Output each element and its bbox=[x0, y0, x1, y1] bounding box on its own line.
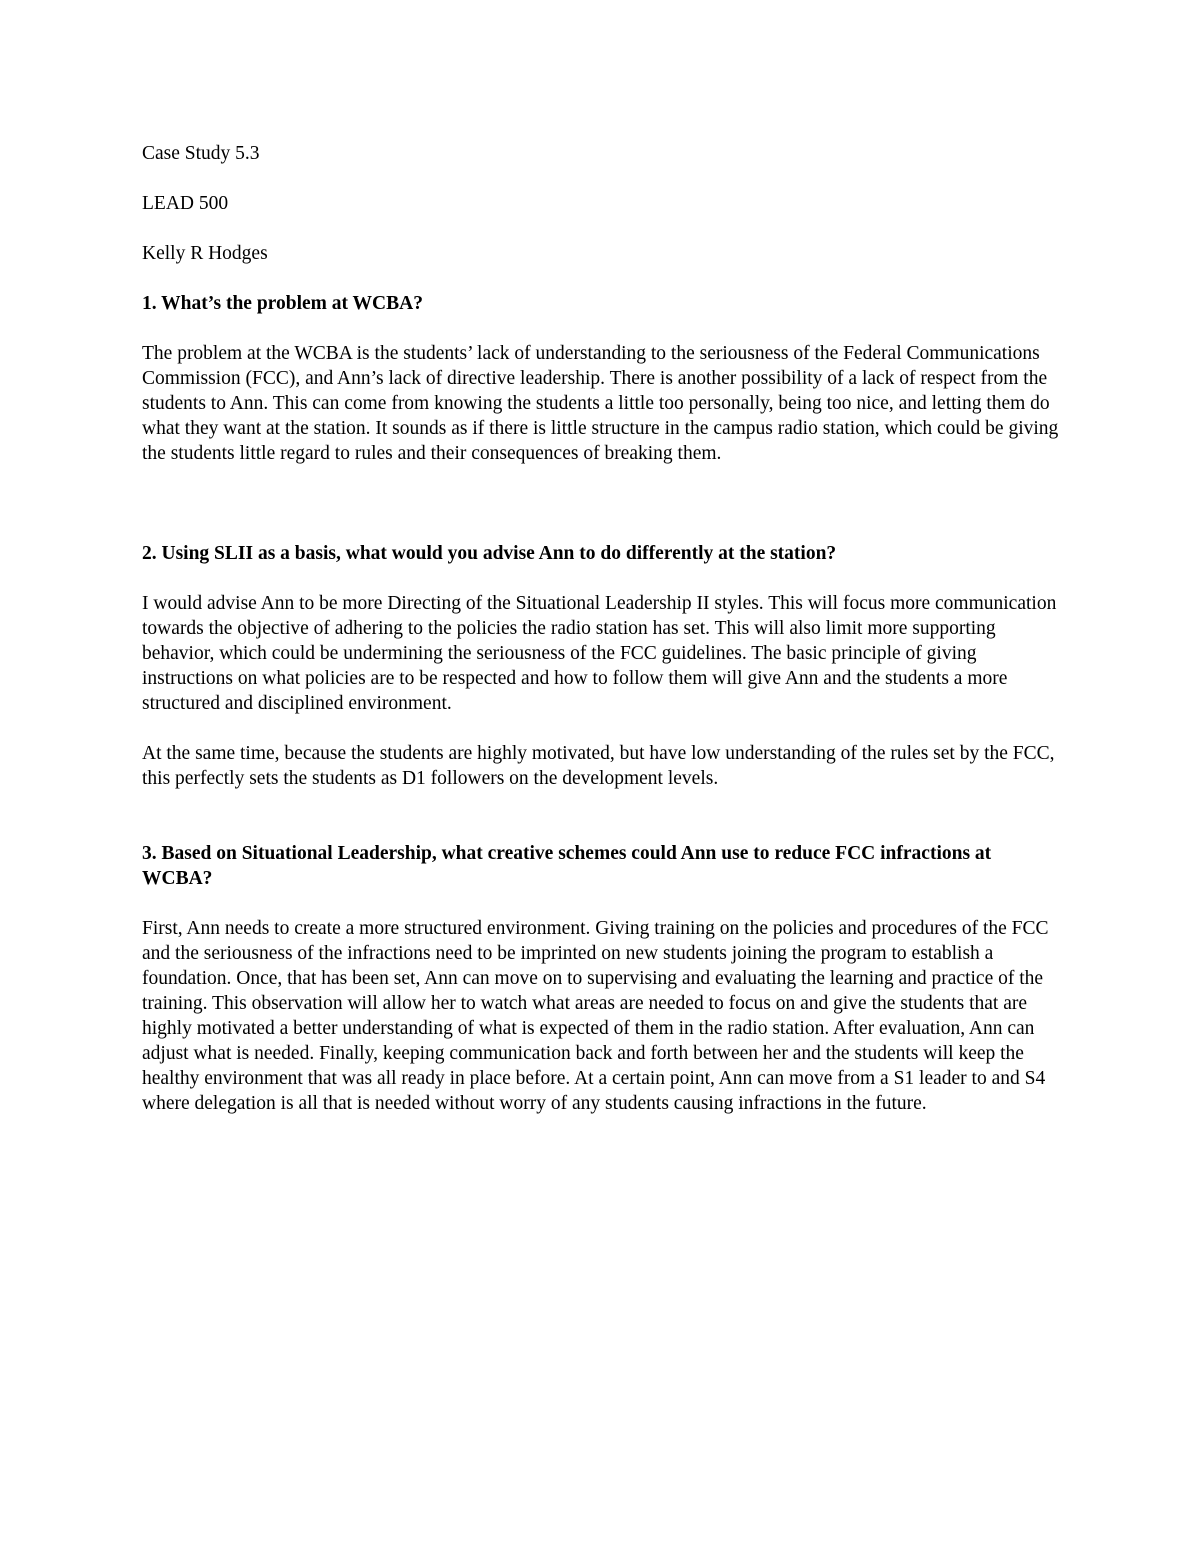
author-name: Kelly R Hodges bbox=[142, 243, 268, 264]
document-body bbox=[142, 141, 1062, 1116]
question-2-answer-paragraph-2: At the same time, because the students are highly motivated, but have low understanding of the rules set by the FCC, this perfectly sets the students as D1 followers on the development levels. bbox=[142, 743, 1055, 789]
question-1-answer: The problem at the WCBA is the students’ lack of understanding to the seriousness of the Federal Communications Commission (FCC), and Ann’s lack of directive leadership. There is another possibility of a lack of respect from the students to Ann. This can come from knowing the students a little too personally, being too nice, and letting them do what they want at the station. It sounds as if there is little structure in the campus radio station, which could be giving the students little regard to rules and their consequences of breaking them. bbox=[142, 343, 1059, 464]
course-code: LEAD 500 bbox=[142, 193, 229, 214]
document-title: Case Study 5.3 bbox=[142, 143, 260, 164]
question-3-answer: First, Ann needs to create a more structured environment. Giving training on the policies and procedures of the FCC and the seriousness of the infractions need to be imprinted on new students joining the program to establish a foundation. Once, that has been set, Ann can move on to supervising and evaluating the learning and practice of the training. This observation will allow her to watch what areas are needed to focus on and give the students that are highly motivated a better understanding of what is expected of them in the radio station. After evaluation, Ann can adjust what is needed. Finally, keeping communication back and forth between her and the students will keep the healthy environment that was all ready in place before. At a certain point, Ann can move from a S1 leader to and S4 where delegation is all that is needed without worry of any students causing infractions in the future. bbox=[142, 918, 1049, 1114]
question-3-heading: 3. Based on Situational Leadership, what creative schemes could Ann use to reduce FCC infractions at WCBA? bbox=[142, 843, 992, 889]
question-2-answer-paragraph-1: I would advise Ann to be more Directing of the Situational Leadership II styles. This will focus more communication towards the objective of adhering to the policies the radio station has set. This will also limit more supporting behavior, which could be undermining the seriousness of the FCC guidelines. The basic principle of giving instructions on what policies are to be respected and how to follow them will give Ann and the students a more structured and disciplined environment. bbox=[142, 593, 1057, 714]
question-2-heading: 2. Using SLII as a basis, what would you advise Ann to do differently at the station? bbox=[142, 543, 837, 564]
question-1-heading: 1. What’s the problem at WCBA? bbox=[142, 293, 423, 314]
